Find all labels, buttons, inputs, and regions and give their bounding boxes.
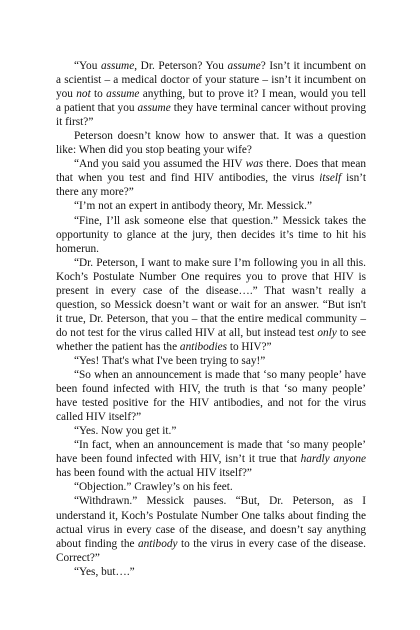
paragraph: [56, 129, 366, 157]
paragraph: [56, 59, 366, 129]
text-run: “Dr. Peterson, I want to make sure I’m following you in all this. Koch’s Postulate Number One requires you to prove that HIV is present in every case of the disease….” That wasn’t really a question, so Messick doesn’t want or wait for an answer. “But isn't it true, Dr. Peterson, that you – that the entire medical community – do not test for the virus called HIV at all, but instead test: [56, 256, 366, 339]
text-run: to the virus in every case of the disease. Correct?”: [56, 537, 366, 564]
text-run: “Objection.” Crawley’s on his feet.: [74, 481, 233, 494]
paragraph: [56, 480, 366, 494]
text-run: there. Does that mean that when you test and find HIV antibodies, the virus: [56, 158, 366, 185]
text-run: to: [90, 88, 107, 101]
text-run: “I’m not an expert in antibody theory, Mr. Messick.”: [74, 200, 313, 213]
paragraph: [56, 494, 366, 564]
italic-text: assume: [137, 102, 171, 115]
paragraph: [56, 438, 366, 480]
text-run: to see whether the patient has the: [56, 326, 366, 353]
text-run: “Fine, I’ll ask someone else that question.” Messick takes the opportunity to glance at the jury, then decides it’s time to hit his homerun.: [56, 214, 366, 255]
italic-text: antibodies: [179, 340, 227, 353]
text-run: ? Isn’t it incumbent on a scientist – a medical doctor of your stature – isn’t it incumbent on you: [56, 60, 366, 101]
italic-text: assume: [100, 60, 135, 72]
italic-text: antibody: [137, 537, 178, 550]
text-run: “Withdrawn.” Messick pauses. “But, Dr. Peterson, as I understand it, Koch’s Postulate Number One talks about finding the actual virus in every case of the disease, and doesn’t say anything about finding the: [56, 495, 366, 550]
paragraph: [56, 354, 366, 368]
text-run: to HIV?”: [227, 340, 272, 353]
italic-text: not: [76, 88, 91, 101]
italic-text: hardly anyone: [300, 453, 366, 466]
paragraph: [56, 424, 366, 438]
paragraph: [56, 368, 366, 424]
paragraph: [56, 565, 366, 579]
paragraph: [56, 199, 366, 213]
text-run: “In fact, when an announcement is made that ‘so many people’ have been found infected with HIV, isn’t it true that: [56, 439, 366, 466]
paragraph: [56, 256, 366, 354]
text-run: “And you said you assumed the HIV: [74, 158, 246, 171]
text-run: isn’t there any more?”: [56, 172, 366, 199]
italic-text: was: [245, 158, 264, 171]
italic-text: assume: [227, 60, 261, 72]
text-run: “So when an announcement is made that ‘so many people’ have been found infected with HIV, the truth is that ‘so many people’ have tested positive for the HIV antibodies, and not for the virus called HIV itself?”: [56, 369, 366, 424]
body-text: [56, 59, 366, 579]
text-run: “Yes! That's what I've been trying to say!”: [74, 354, 266, 367]
text-run: “Yes. Now you get it.”: [74, 425, 177, 438]
text-run: , Dr. Peterson? You: [134, 60, 228, 72]
text-run: has been found with the actual HIV itself?”: [56, 467, 252, 480]
italic-text: itself: [319, 172, 342, 185]
italic-text: assume: [106, 88, 140, 101]
text-run: “Yes, but….”: [74, 565, 135, 578]
text-run: anything, but to prove it? I mean, would you tell a patient that you: [56, 88, 366, 115]
italic-text: only: [317, 326, 337, 339]
text-run: they have terminal cancer without proving it first?”: [56, 102, 367, 129]
paragraph: [56, 157, 366, 199]
paragraph: [56, 214, 366, 256]
text-run: Peterson doesn’t know how to answer that. It was a question like: When did you stop beating your wife?: [56, 130, 366, 157]
text-run: “You: [74, 60, 101, 72]
